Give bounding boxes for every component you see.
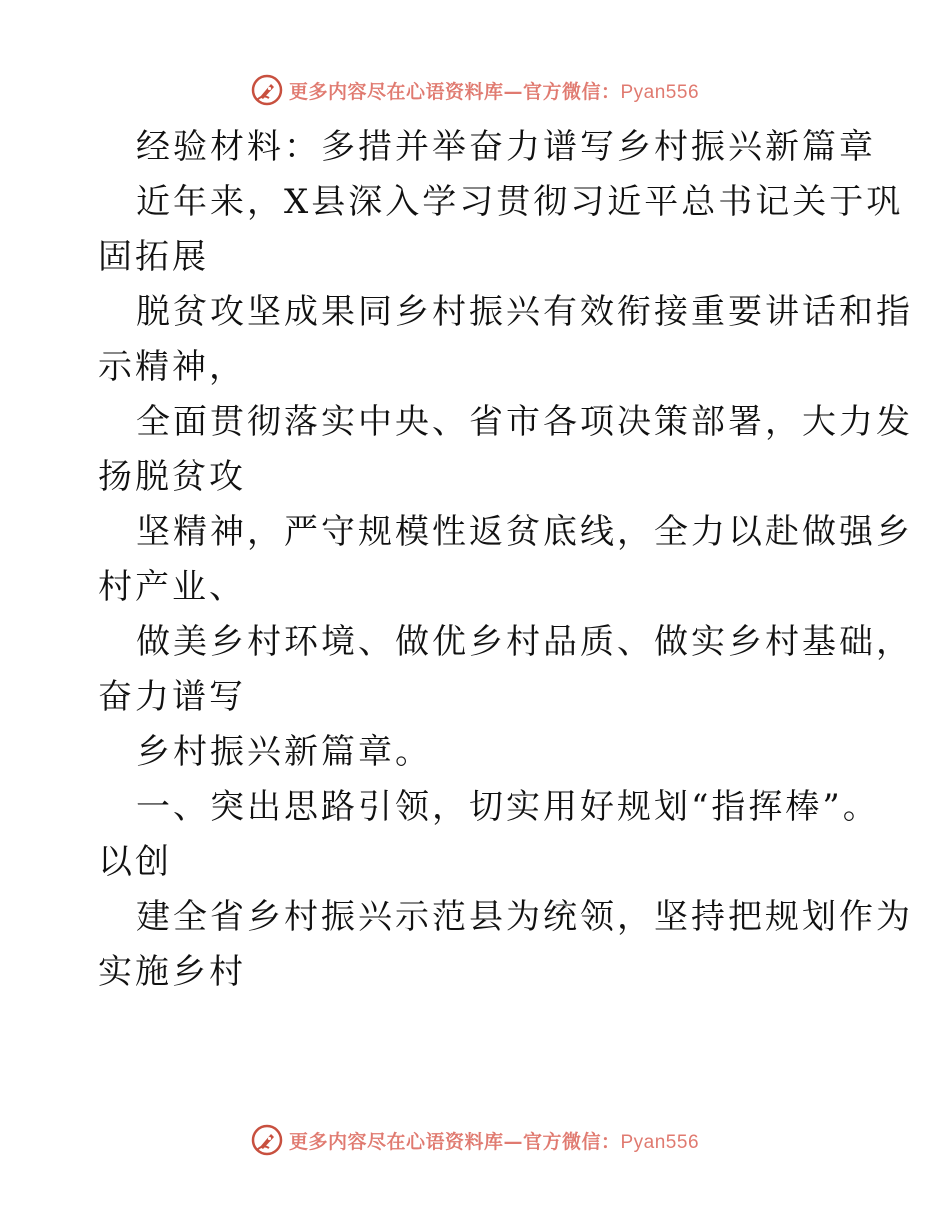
wechat-id: Pyan556	[620, 81, 700, 103]
paragraph-line: 以创	[98, 842, 172, 882]
banner-text: 更多内容尽在心语资料库—官方微信：Pyan556	[288, 80, 700, 103]
paragraph-line: 示精神，	[98, 347, 246, 387]
paragraph-line: 扬脱贫攻	[98, 457, 246, 497]
paragraph-line: 奋力谱写	[98, 677, 246, 717]
wechat-id: Pyan556	[620, 1131, 700, 1153]
paragraph-line: 村产业、	[98, 567, 246, 607]
document-body	[98, 120, 913, 1000]
paragraph-line: 乡村振兴新篇章。	[136, 732, 432, 772]
document-title: 经验材料：多措并举奋力谱写乡村振兴新篇章	[136, 127, 876, 167]
paragraph-line: 全面贯彻落实中央、省市各项决策部署，大力发	[136, 402, 913, 442]
fountain-pen-nib-icon	[251, 74, 283, 106]
paragraph-line: 固拓展	[98, 237, 209, 277]
footer-banner	[0, 1120, 950, 1160]
paragraph-line: 建全省乡村振兴示范县为统领，坚持把规划作为	[136, 897, 913, 937]
section-heading: 一、突出思路引领，切实用好规划“指挥棒”。	[136, 787, 880, 827]
paragraph-line: 实施乡村	[98, 952, 246, 992]
paragraph-line: 脱贫攻坚成果同乡村振兴有效衔接重要讲话和指	[136, 292, 913, 332]
header-banner	[0, 70, 950, 110]
paragraph-line: 坚精神，严守规模性返贫底线，全力以赴做强乡	[136, 512, 913, 552]
banner-text: 更多内容尽在心语资料库—官方微信：Pyan556	[288, 1130, 700, 1153]
paragraph-line: 近年来，X县深入学习贯彻习近平总书记关于巩	[136, 182, 904, 222]
fountain-pen-nib-icon	[251, 1124, 283, 1156]
paragraph-line: 做美乡村环境、做优乡村品质、做实乡村基础，	[136, 622, 913, 662]
